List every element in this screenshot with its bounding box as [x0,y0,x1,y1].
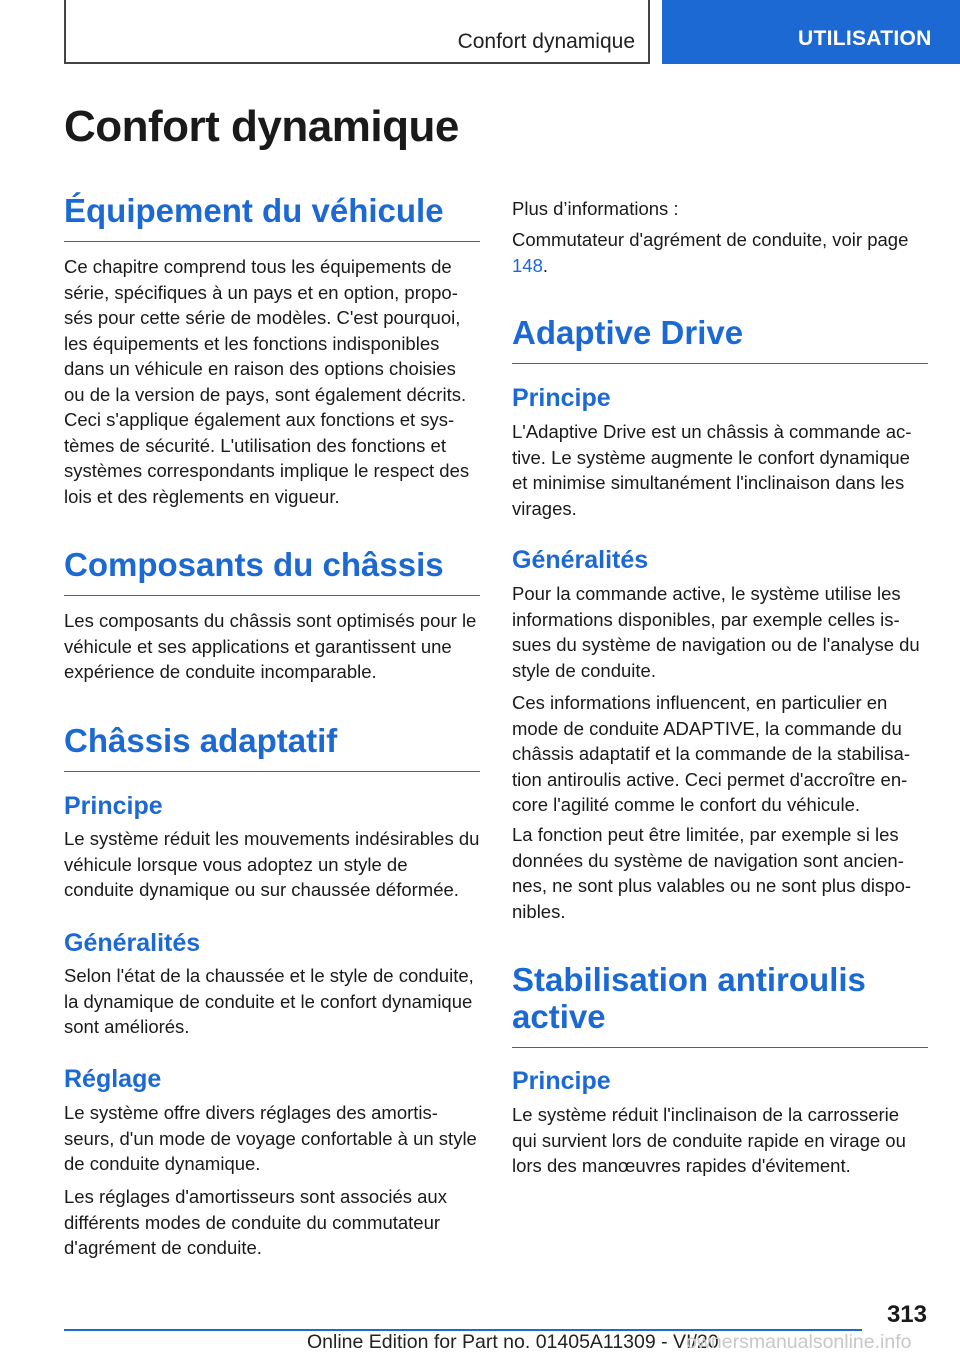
section-tab[interactable]: UTILISATION [662,0,960,64]
heading-equipement: Équipement du véhicule [64,192,480,242]
watermark: ownersmanualsonline.info [686,1331,912,1353]
heading-generalites-adaptive: Généralités [512,546,649,574]
heading-adaptive-drive: Adaptive Drive [512,314,928,364]
page-header [0,0,960,66]
cross-reference-text: Commutateur d'agrément de conduite, voir page [512,229,909,250]
heading-composants: Composants du châssis [64,546,480,596]
paragraph-equipement: Ce chapitre comprend tous les équipements de série, spécifiques à un pays et en option, proposés pour cette série de modèles. C'est pourquoi, les équipements et les fonctions indisponibles dans un véhicule en raison des options choisies ou de la version de pays, sont également décrits. Ceci s'applique également aux fonctions et systèmes de sécurité. L'utilisation des fonctions et systèmes correspondants implique le respect des lois et des règlements en vigueur. [64,256,470,507]
cross-reference-end: . [542,254,549,276]
paragraph-generalites-1: Pour la commande active, le système utilise les informations disponibles, par exemple celles issues du système de navigation ou de l'analyse du style de conduite. [512,583,920,681]
page-title: Confort dynamique [64,102,459,151]
heading-principe-adaptive: Principe [512,384,611,412]
edition-note: Online Edition for Part no. 01405A11309 - VI/20 [307,1331,719,1353]
paragraph-principe-stabilisation: Le système réduit l'inclinaison de la carrosserie qui survient lors de conduite rapide en virage ou lors des manœuvres rapides d'évitement. [512,1104,906,1176]
paragraph-generalites-3: La fonction peut être limitée, par exemple si les données du système de navigation sont anciennes, ne sont plus valables ou ne sont plus disponibles. [512,824,912,922]
paragraph-reglage-1: Le système offre divers réglages des amortisseurs, d'un mode de voyage confortable à un style de conduite dynamique. [64,1102,477,1174]
paragraph-generalites-2: Ces informations influencent, en particulier en mode de conduite ADAPTIVE, la commande du châssis adaptatif et la commande de la stabilisation antiroulis active. Ceci permet d'accroître encore l'agilité comme le confort du véhicule. [512,692,910,815]
paragraph-principe: Le système réduit les mouvements indésirables du véhicule lorsque vous adoptez un style de conduite dynamique ou sur chaussée déformée. [64,828,480,900]
heading-principe-stabilisation: Principe [512,1067,611,1095]
chapter-title: Confort dynamique [457,30,635,53]
page-number: 313 [886,1301,927,1328]
paragraph-composants: Les composants du châssis sont optimisés pour le véhicule et ses applications et garantissent une expérience de conduite incomparable. [64,610,477,682]
heading-generalites: Généralités [64,929,201,957]
paragraph-reglage-2: Les réglages d'amortisseurs sont associés aux différents modes de conduite du commutateur d'agrément de conduite. [64,1186,447,1258]
heading-principe: Principe [64,792,163,820]
page-link-148[interactable]: 148 [512,254,543,276]
paragraph-generalites: Selon l'état de la chaussée et le style de conduite, la dynamique de conduite et le confort dynamique sont améliorés. [64,965,474,1037]
heading-reglage: Réglage [64,1065,162,1093]
paragraph-principe-adaptive: L'Adaptive Drive est un châssis à commande active. Le système augmente le confort dynamique et minimise simultanément l'inclinaison dans les virages. [512,421,912,519]
more-info-label: Plus d’informations : [512,198,679,219]
heading-stabilisation: Stabilisation antiroulis active [512,961,928,1048]
heading-chassis-adaptatif: Châssis adaptatif [64,722,480,772]
cross-reference [512,227,928,278]
